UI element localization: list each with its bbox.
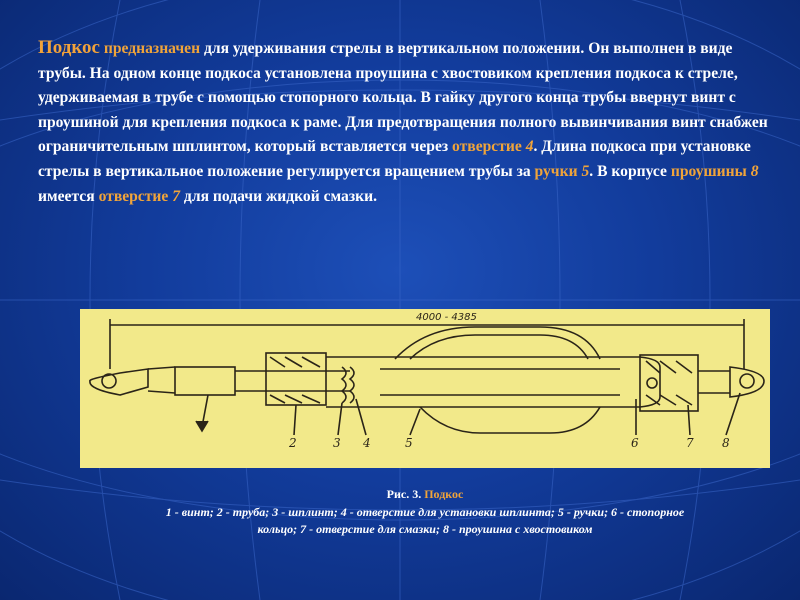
ref-number-4: 4 [521,138,534,156]
screw-shank [175,367,235,395]
handle-top [395,327,600,359]
handle-bottom [420,407,600,433]
caption-title: Подкос [424,487,464,501]
dimension-label: 4000 - 4385 [416,312,477,323]
figure-caption [160,486,690,539]
callout-2: 2 [289,436,297,450]
left-eye-hole [102,374,116,388]
paragraph-text-1: для удерживания стрелы в вертикальном положении. Он выполнен в виде трубы. На одном конце подкоса установлена проушина с хвостовиком крепления подкоса к стреле, удерживаемая в трубе с помощью стопорного кольца. В гайку другого конца трубы ввернут винт с проушиной для крепления подкоса к раме. Для предотвращения полного вывинчивания винт снабжен ограничительным шплинтом, который вставляется через [38,40,768,156]
description-paragraph [38,36,773,209]
term-otverstie-4: отверстие [452,138,522,156]
ref-number-7: 7 [168,187,181,205]
callout-3: 3 [333,436,341,450]
locking-ring [647,378,657,388]
caption-prefix: Рис. 3. [386,487,425,501]
strut-technical-drawing [80,309,770,468]
callout-4: 4 [363,436,371,450]
left-eye-outline [90,369,148,395]
term-otverstie-7: отверстие [98,187,169,205]
term-ruchki: ручки [534,162,578,180]
term-podkos: Подкос [38,37,100,58]
paragraph-text-4: имеется [38,187,99,205]
arrow-head [196,421,208,431]
right-eye-outline [730,367,764,397]
paragraph-text-2: . Длина подкоса при установке стрелы в вертикальное положение регулируется вращением трубы за [38,138,751,180]
right-eye-hole [740,374,754,388]
cotter-pin [342,367,346,403]
term-prednaznachen: предназначен [99,40,201,57]
strut-drawing-figure [80,309,770,468]
ref-number-8: 8 [746,162,759,180]
term-proushiny: проушины [670,162,747,180]
callout-8: 8 [722,436,730,450]
paragraph-text-3: . В корпусе [589,162,671,180]
caption-title-line [160,486,690,504]
paragraph-text-5: для подачи жидкой смазки. [180,187,377,205]
callout-5: 5 [405,436,413,450]
caption-legend: 1 - винт; 2 - труба; 3 - шплинт; 4 - отверстие для установки шплинта; 5 - ручки; 6 - стопорное кольцо; 7 - отверстие для смазки; 8 - проушина с хвостовиком [165,504,685,536]
main-tube [326,357,660,407]
callout-6: 6 [631,436,639,450]
ref-number-5: 5 [577,162,590,180]
callout-7: 7 [686,436,694,450]
